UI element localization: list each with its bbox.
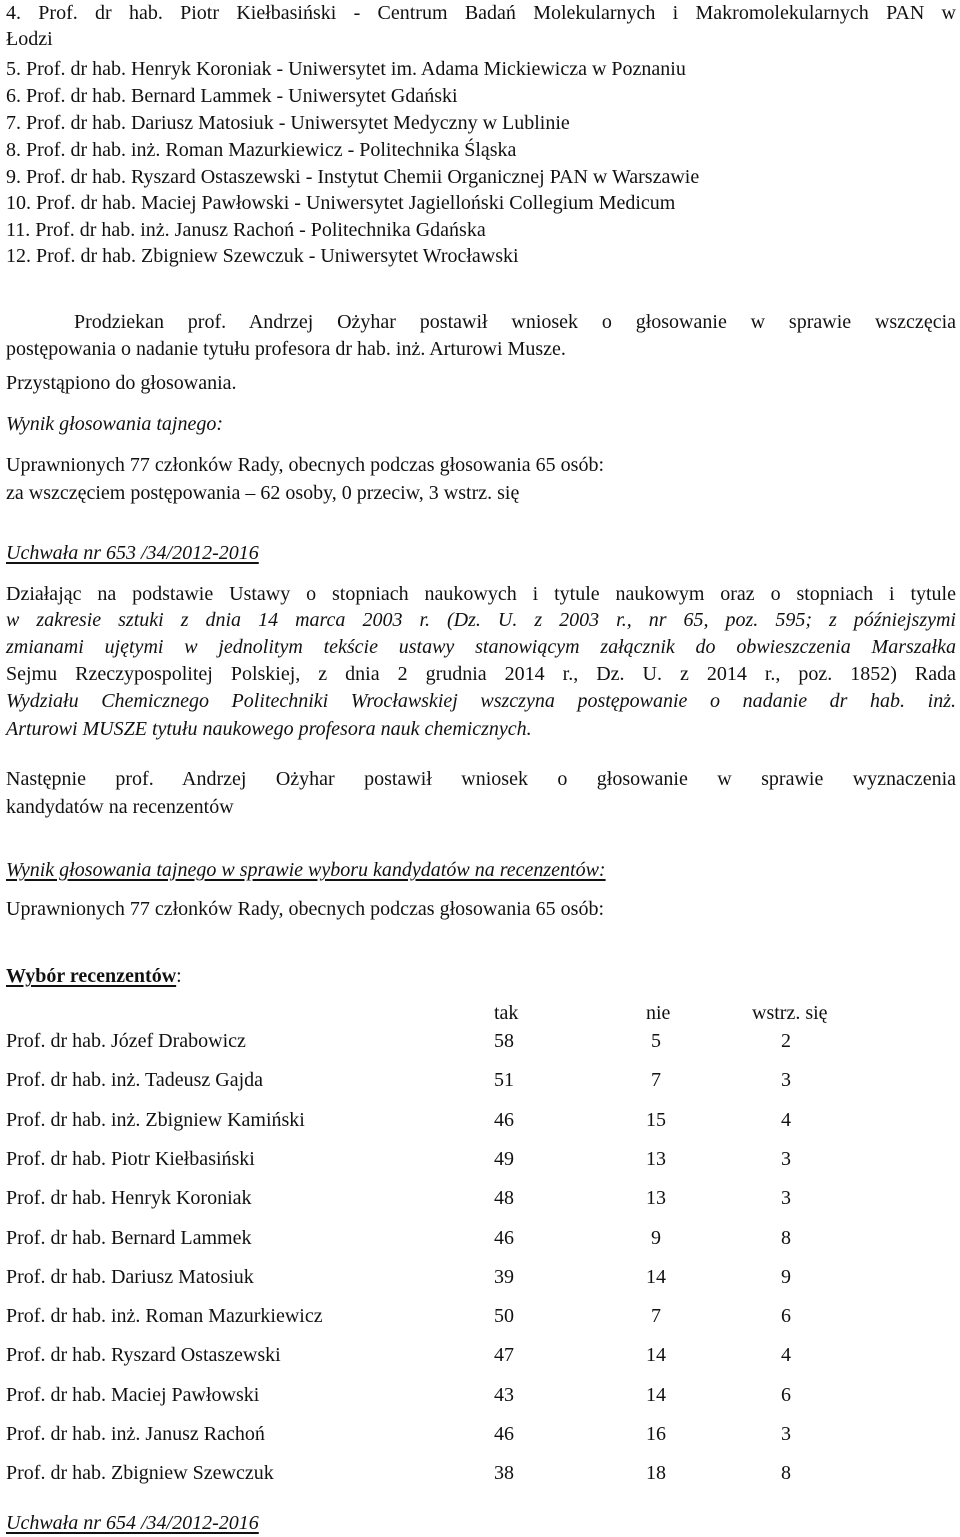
vote-tak: 39: [494, 1266, 514, 1288]
vote-summary: za wszczęciem postępowania – 62 osoby, 0 przeciw, 3 wstrz. się: [6, 482, 520, 504]
table-row: [6, 1185, 956, 1211]
table-row: [6, 1382, 956, 1408]
resolution-text: Arturowi MUSZE tytułu naukowego profesora nauk chemicznych.: [6, 718, 532, 740]
table-row: [6, 1067, 956, 1093]
table-row: [6, 1264, 956, 1290]
column-header-wstrz: wstrz. się: [752, 1002, 828, 1024]
reviewers-table: [6, 1000, 956, 1490]
reviewer-name: Prof. dr hab. Józef Drabowicz: [6, 1030, 246, 1052]
vote-tak: 49: [494, 1148, 514, 1170]
table-row: [6, 1421, 956, 1447]
reviewer-name: Prof. dr hab. Henryk Koroniak: [6, 1187, 252, 1209]
resolution-text: Wydziału Chemicznego Politechniki Wrocławskiej wszczyna postępowanie o nadanie dr hab. inż.: [6, 690, 956, 712]
motion-paragraph: Następnie prof. Andrzej Ożyhar postawił wniosek o głosowanie w sprawie wyznaczenia: [6, 768, 956, 790]
vote-wstrz: 6: [781, 1384, 791, 1406]
vote-tak: 48: [494, 1187, 514, 1209]
reviewer-name: Prof. dr hab. Maciej Pawłowski: [6, 1384, 260, 1406]
vote-wstrz: 3: [781, 1187, 791, 1209]
vote-nie: 9: [651, 1227, 661, 1249]
list-item: 4. Prof. dr hab. Piotr Kiełbasiński - Centrum Badań Molekularnych i Makromolekularnych PAN w: [6, 2, 956, 24]
vote-wstrz: 8: [781, 1227, 791, 1249]
vote-tak: 50: [494, 1305, 514, 1327]
table-row: [6, 1460, 956, 1486]
resolution-text: Działając na podstawie Ustawy o stopniach naukowych i tytule naukowym oraz o stopniach i tytule: [6, 583, 956, 605]
list-item: 7. Prof. dr hab. Dariusz Matosiuk - Uniwersytet Medyczny w Lublinie: [6, 112, 570, 134]
reviewers-heading: [6, 963, 182, 989]
list-item: 10. Prof. dr hab. Maciej Pawłowski - Uniwersytet Jagielloński Collegium Medicum: [6, 192, 676, 214]
column-header-tak: tak: [494, 1002, 519, 1024]
vote-nie: 14: [646, 1266, 666, 1288]
vote-nie: 7: [651, 1305, 661, 1327]
motion-paragraph: kandydatów na recenzentów: [6, 796, 234, 818]
table-row: [6, 1146, 956, 1172]
reviewer-name: Prof. dr hab. inż. Janusz Rachoń: [6, 1423, 265, 1445]
resolution-title: Uchwała nr 653 /34/2012-2016: [6, 542, 259, 564]
reviewer-name: Prof. dr hab. Zbigniew Szewczuk: [6, 1462, 274, 1484]
vote-tak: 51: [494, 1069, 514, 1091]
vote-wstrz: 9: [781, 1266, 791, 1288]
resolution-title: Uchwała nr 654 /34/2012-2016: [6, 1512, 259, 1534]
vote-nie: 13: [646, 1148, 666, 1170]
list-item: 11. Prof. dr hab. inż. Janusz Rachoń - Politechnika Gdańska: [6, 219, 486, 241]
table-row: [6, 1028, 956, 1054]
vote-nie: 14: [646, 1344, 666, 1366]
vote-tak: 47: [494, 1344, 514, 1366]
reviewers-heading-colon: :: [176, 965, 182, 987]
vote-nie: 5: [651, 1030, 661, 1052]
vote-heading: Wynik głosowania tajnego:: [6, 413, 224, 435]
vote-wstrz: 3: [781, 1069, 791, 1091]
vote-heading: Wynik głosowania tajnego w sprawie wyboru kandydatów na recenzentów:: [6, 859, 606, 881]
vote-tak: 58: [494, 1030, 514, 1052]
resolution-text: zmianami ujętymi w jednolitym tekście ustawy stanowiącym załącznik do obwieszczenia Marszałka: [6, 636, 956, 658]
list-item: 8. Prof. dr hab. inż. Roman Mazurkiewicz - Politechnika Śląska: [6, 139, 517, 161]
vote-nie: 15: [646, 1109, 666, 1131]
list-item: 5. Prof. dr hab. Henryk Koroniak - Uniwersytet im. Adama Mickiewicza w Poznaniu: [6, 58, 686, 80]
vote-summary: Uprawnionych 77 członków Rady, obecnych podczas głosowania 65 osób:: [6, 898, 605, 920]
reviewer-name: Prof. dr hab. Piotr Kiełbasiński: [6, 1148, 255, 1170]
vote-nie: 7: [651, 1069, 661, 1091]
reviewer-name: Prof. dr hab. Bernard Lammek: [6, 1227, 252, 1249]
motion-paragraph: postępowania o nadanie tytułu profesora dr hab. inż. Arturowi Musze.: [6, 338, 566, 360]
table-row: [6, 1303, 956, 1329]
vote-nie: 14: [646, 1384, 666, 1406]
vote-tak: 46: [494, 1423, 514, 1445]
table-row: [6, 1342, 956, 1368]
list-item: 6. Prof. dr hab. Bernard Lammek - Uniwersytet Gdański: [6, 85, 458, 107]
table-row: [6, 1225, 956, 1251]
list-item: 12. Prof. dr hab. Zbigniew Szewczuk - Uniwersytet Wrocławski: [6, 245, 519, 267]
motion-paragraph: Prodziekan prof. Andrzej Ożyhar postawił wniosek o głosowanie w sprawie wszczęcia: [74, 311, 956, 333]
vote-wstrz: 4: [781, 1109, 791, 1131]
list-item: Łodzi: [6, 28, 53, 50]
vote-tak: 46: [494, 1227, 514, 1249]
motion-paragraph: Przystąpiono do głosowania.: [6, 372, 237, 394]
column-header-nie: nie: [646, 1002, 671, 1024]
vote-wstrz: 4: [781, 1344, 791, 1366]
vote-tak: 46: [494, 1109, 514, 1131]
resolution-text: w zakresie sztuki z dnia 14 marca 2003 r. (Dz. U. z 2003 r., nr 65, poz. 595; z późniejszymi: [6, 609, 956, 631]
reviewer-name: Prof. dr hab. Ryszard Ostaszewski: [6, 1344, 281, 1366]
vote-wstrz: 2: [781, 1030, 791, 1052]
reviewer-name: Prof. dr hab. inż. Zbigniew Kamiński: [6, 1109, 305, 1131]
list-item: 9. Prof. dr hab. Ryszard Ostaszewski - Instytut Chemii Organicznej PAN w Warszawie: [6, 166, 700, 188]
reviewer-name: Prof. dr hab. Dariusz Matosiuk: [6, 1266, 254, 1288]
vote-wstrz: 6: [781, 1305, 791, 1327]
vote-nie: 13: [646, 1187, 666, 1209]
vote-nie: 18: [646, 1462, 666, 1484]
table-row: [6, 1107, 956, 1133]
vote-tak: 43: [494, 1384, 514, 1406]
vote-wstrz: 3: [781, 1148, 791, 1170]
reviewers-heading-label: Wybór recenzentów: [6, 965, 177, 987]
reviewer-name: Prof. dr hab. inż. Tadeusz Gajda: [6, 1069, 264, 1091]
vote-wstrz: 8: [781, 1462, 791, 1484]
reviewer-name: Prof. dr hab. inż. Roman Mazurkiewicz: [6, 1305, 323, 1327]
vote-wstrz: 3: [781, 1423, 791, 1445]
resolution-text: Sejmu Rzeczypospolitej Polskiej, z dnia 2 grudnia 2014 r., Dz. U. z 2014 r., poz. 1852) Rada: [6, 663, 956, 685]
vote-nie: 16: [646, 1423, 666, 1445]
vote-tak: 38: [494, 1462, 514, 1484]
vote-summary: Uprawnionych 77 członków Rady, obecnych podczas głosowania 65 osób:: [6, 454, 605, 476]
